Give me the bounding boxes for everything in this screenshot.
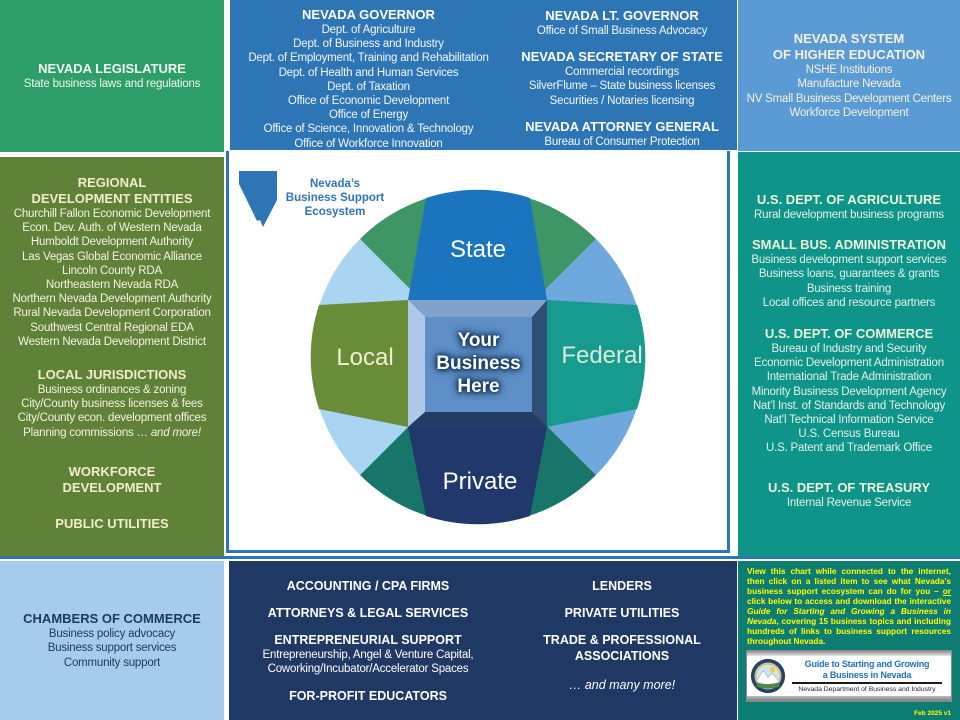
private-utilities-title[interactable]: PRIVATE UTILITIES — [564, 606, 680, 620]
list-link[interactable]: Rural development business programs — [754, 209, 944, 221]
list-link[interactable]: Dept. of Health and Human Services — [278, 66, 459, 79]
note-or: or — [942, 585, 951, 596]
secretary-title: NEVADA SECRETARY OF STATE — [521, 49, 723, 65]
attorney-lines — [544, 135, 699, 149]
list-link[interactable]: Northeastern Nevada RDA — [45, 279, 179, 292]
list-link[interactable]: Bureau of Industry and Security — [771, 343, 927, 356]
list-link[interactable]: Office of Workforce Innovation — [294, 137, 443, 150]
version-label: Feb 2025 v1 — [914, 710, 951, 717]
center-line2: Business — [436, 353, 521, 375]
list-link[interactable]: Community support — [63, 656, 161, 669]
center-line1: Your — [457, 330, 500, 352]
note-guide-title: Guide for Starting and Growing a Business in Nevada — [747, 605, 951, 626]
list-link[interactable]: Rural Nevada Development Corporation — [13, 307, 211, 320]
list-link[interactable]: City/County econ. development offices — [17, 412, 207, 425]
list-link[interactable]: Workforce Development — [789, 106, 909, 119]
sba-title: SMALL BUS. ADMINISTRATION — [751, 237, 947, 253]
governor-lines — [248, 23, 488, 151]
panel-regional-local — [0, 157, 224, 556]
list-link[interactable]: Office of Science, Innovation & Technology — [263, 123, 474, 136]
planning-italic: and more! — [150, 426, 201, 439]
list-link[interactable]: Entrepreneurship, Angel & Venture Capital, — [262, 649, 474, 661]
list-link[interactable]: Bureau of Consumer Protection — [544, 135, 700, 148]
list-link[interactable]: Lincoln County RDA — [62, 264, 162, 277]
list-link[interactable]: SilverFlume – State business licenses — [528, 80, 716, 93]
list-link[interactable]: Business policy advocacy — [48, 628, 176, 641]
trade-title-line2: ASSOCIATIONS — [574, 649, 670, 663]
logo-line3: Ecosystem — [304, 206, 366, 218]
public-utilities-title: PUBLIC UTILITIES — [55, 515, 169, 531]
list-link[interactable]: Business ordinances & zoning — [37, 384, 187, 397]
planning-line[interactable] — [23, 426, 201, 440]
commerce-lines — [752, 342, 947, 456]
workforce-title-line2: DEVELOPMENT — [62, 479, 162, 495]
banner-subtitle: Nevada Department of Business and Industry — [798, 686, 936, 693]
list-link[interactable]: Southwest Central Regional EDA — [30, 321, 194, 334]
panel-private-sector — [229, 561, 737, 720]
panel-chambers-of-commerce — [0, 561, 224, 720]
panel-guide — [738, 561, 960, 720]
nevada-state-icon — [239, 171, 279, 229]
list-link[interactable]: Western Nevada Development District — [18, 335, 206, 348]
list-link[interactable]: Business development support services — [751, 254, 947, 267]
list-link[interactable]: Securities / Notaries licensing — [549, 94, 695, 107]
treasury-lines — [787, 496, 911, 510]
lt-governor-column — [507, 0, 737, 158]
panel-nevada-legislature — [0, 0, 224, 152]
workforce-title-line1: WORKFORCE — [68, 463, 156, 479]
list-link[interactable]: Manufacture Nevada — [797, 78, 901, 91]
bevel-right — [532, 300, 547, 427]
label-state: State — [449, 236, 507, 263]
panel-state-officials — [230, 0, 737, 150]
diagram-logo-title — [281, 177, 389, 219]
note-before: View this chart while connected to the internet, then click on a listed item to see what Nevada’s business support ecosystem can do for you – — [747, 566, 951, 596]
accounting-title[interactable]: ACCOUNTING / CPA FIRMS — [286, 579, 450, 593]
list-link[interactable]: Business training — [806, 282, 892, 295]
list-link[interactable]: Office of Small Business Advocacy — [536, 25, 708, 37]
guide-note-text — [747, 567, 951, 647]
panel-federal-agencies — [738, 152, 960, 556]
list-link[interactable]: Local offices and resource partners — [762, 296, 936, 309]
chambers-title: CHAMBERS OF COMMERCE — [23, 611, 201, 627]
list-link[interactable]: Dept. of Taxation — [327, 80, 410, 93]
sba-lines — [751, 253, 946, 310]
bevel-bottom — [408, 412, 547, 427]
list-link[interactable]: International Trade Administration — [766, 371, 932, 384]
list-link[interactable]: Internal Revenue Service — [786, 496, 912, 509]
entrepreneurial-title[interactable]: ENTREPRENEURIAL SUPPORT — [274, 633, 462, 647]
label-local: Local — [336, 344, 394, 371]
business-services-column — [229, 561, 507, 720]
nshe-title-line2: OF HIGHER EDUCATION — [772, 47, 926, 63]
panel-higher-education — [738, 0, 960, 151]
entrepreneurial-lines — [263, 648, 474, 676]
center-line3: Here — [457, 375, 500, 397]
label-private: Private — [442, 468, 518, 495]
list-link[interactable]: Nat’l Technical Information Service — [764, 414, 934, 427]
usda-title: U.S. DEPT. OF AGRICULTURE — [756, 192, 942, 207]
center-diagram-region — [226, 151, 730, 553]
lt-governor-title: NEVADA LT. GOVERNOR — [545, 8, 699, 23]
list-link[interactable]: U.S. Census Bureau — [798, 428, 900, 441]
list-link[interactable]: Business loans, guarantees & grants — [758, 268, 940, 281]
regional-lines — [12, 207, 211, 349]
list-link[interactable]: Economic Development Administration — [754, 357, 944, 370]
banner-text-block — [786, 659, 948, 693]
logo-line1: Nevada’s — [309, 178, 361, 190]
list-link[interactable]: Business support services — [47, 642, 177, 655]
legislature-title: NEVADA LEGISLATURE — [38, 60, 186, 76]
banner-title-line2: a Business in Nevada — [822, 669, 912, 680]
governor-title: NEVADA GOVERNOR — [302, 7, 435, 22]
list-link[interactable]: Econ. Dev. Auth. of Western Nevada — [22, 222, 202, 235]
list-link[interactable]: City/County business licenses & fees — [21, 398, 203, 411]
banner-bottom-bar — [747, 696, 951, 701]
banner-title-line1: Guide to Starting and Growing — [804, 659, 930, 669]
label-federal: Federal — [561, 342, 643, 369]
many-more-label: … and many more! — [568, 678, 676, 692]
list-link[interactable]: Coworking/Incubator/Accelerator Spaces — [267, 663, 469, 676]
lenders-title[interactable]: LENDERS — [592, 579, 652, 593]
guide-download-banner[interactable] — [746, 650, 952, 702]
nshe-lines — [747, 63, 952, 120]
governor-column — [230, 0, 507, 157]
lenders-column — [507, 561, 737, 720]
planning-prefix: Planning commissions … — [23, 426, 151, 439]
local-jurisdictions-title: LOCAL JURISDICTIONS — [37, 367, 187, 383]
note-after: , covering 15 business topics and including hundreds of links to business support resources throughout Nevada. — [747, 615, 951, 646]
bevel-left — [408, 300, 425, 427]
commerce-title: U.S. DEPT. OF COMMERCE — [764, 326, 934, 342]
usda-lines — [754, 208, 944, 222]
regional-title-line1: REGIONAL — [77, 175, 147, 190]
treasury-title: U.S. DEPT. OF TREASURY — [767, 479, 931, 495]
banner-divider — [792, 682, 942, 684]
list-link[interactable]: NV Small Business Development Centers — [746, 92, 952, 105]
list-link[interactable]: Las Vegas Global Economic Alliance — [22, 250, 202, 263]
lt-governor-lines — [537, 24, 707, 38]
list-link[interactable]: Northern Nevada Development Authority — [12, 293, 212, 306]
list-link[interactable]: Dept. of Employment, Training and Rehabilitation — [248, 52, 489, 65]
educators-title[interactable]: FOR-PROFIT EDUCATORS — [289, 689, 447, 704]
list-link[interactable]: Nat’l Inst. of Standards and Technology — [752, 399, 946, 412]
note-mid: click below to access and download the interactive — [747, 595, 951, 606]
bevel-top — [408, 300, 547, 317]
your-business-here-label — [425, 317, 532, 412]
list-link[interactable]: U.S. Patent and Trademark Office — [766, 442, 932, 455]
logo-line2: Business Support — [285, 192, 385, 204]
list-link[interactable]: State business laws and regulations — [23, 77, 201, 90]
nevada-state-seal-icon — [750, 658, 786, 694]
list-link[interactable]: Humboldt Development Authority — [30, 236, 194, 249]
list-link[interactable]: NSHE Institutions — [805, 64, 893, 77]
list-link[interactable]: Dept. of Business and Industry — [293, 38, 444, 51]
list-link[interactable]: Churchill Fallon Economic Development — [13, 208, 211, 220]
secretary-lines — [529, 65, 715, 108]
attorneys-title[interactable]: ATTORNEYS & LEGAL SERVICES — [267, 606, 469, 620]
list-link[interactable]: Minority Business Development Agency — [751, 385, 947, 398]
list-link[interactable]: Office of Energy — [328, 109, 409, 122]
list-link[interactable]: Commercial recordings — [564, 66, 680, 79]
chambers-lines — [48, 627, 177, 670]
list-link[interactable]: Dept. of Agriculture — [321, 24, 416, 36]
nshe-title-line1: NEVADA SYSTEM — [793, 31, 905, 47]
trade-title-line1: TRADE & PROFESSIONAL — [543, 633, 701, 647]
regional-title-line2: DEVELOPMENT ENTITIES — [31, 191, 193, 206]
local-jurisdictions-lines — [18, 383, 207, 426]
legislature-lines — [24, 77, 200, 91]
attorney-title: NEVADA ATTORNEY GENERAL — [525, 118, 719, 134]
horizontal-divider — [0, 556, 960, 559]
banner-body — [747, 656, 951, 694]
list-link[interactable]: Office of Economic Development — [287, 95, 450, 108]
